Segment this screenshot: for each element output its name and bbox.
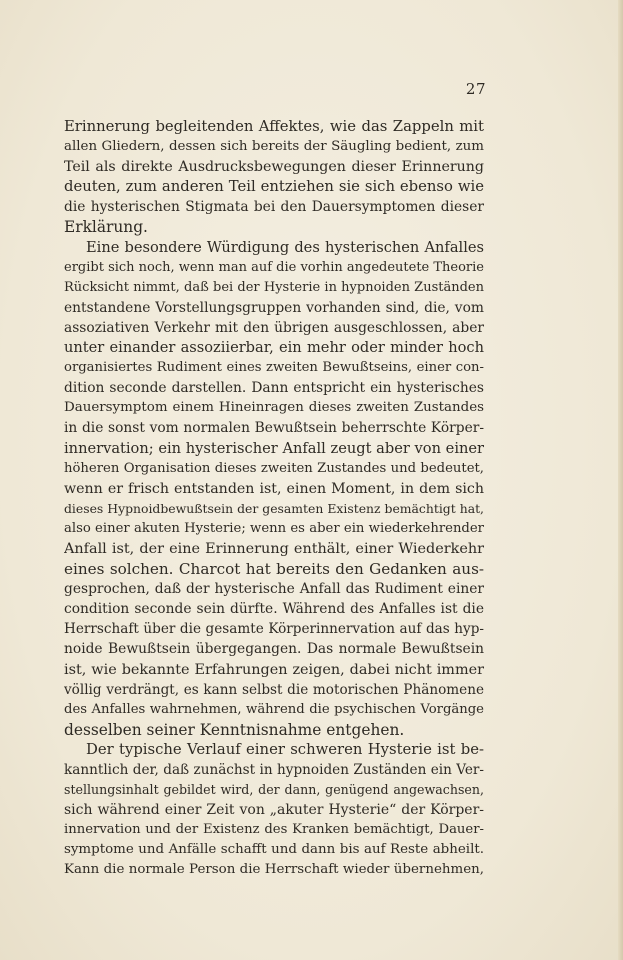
text-line: stellungsinhalt gebildet wird, der dann, genügend angewachsen,	[64, 782, 484, 798]
page-number: 27	[465, 80, 486, 98]
text-line: Erinnerung begleitenden Affektes, wie das Zappeln mit	[64, 118, 484, 135]
text-line: ergibt sich noch, wenn man auf die vorhin angedeutete Theorie	[64, 259, 484, 275]
text-line: Anfall ist, der eine Erinnerung enthält, einer Wiederkehr	[64, 540, 484, 557]
text-line: condition seconde sein dürfte. Während des Anfalles ist die	[64, 601, 484, 618]
text-line: also einer akuten Hysterie; wenn es aber ein wiederkehrender	[64, 520, 484, 536]
text-line: Erklärung.	[64, 218, 148, 237]
page-edge	[618, 0, 623, 960]
text-line: völlig verdrängt, es kann selbst die motorischen Phänomene	[64, 681, 484, 698]
text-line: eines solchen. Charcot hat bereits den Gedanken aus-	[64, 560, 484, 579]
text-line: Kann die normale Person die Herrschaft wieder übernehmen,	[64, 862, 484, 878]
text-line: die hysterischen Stigmata bei den Dauersymptomen dieser	[64, 199, 484, 216]
text-line: in die sonst vom normalen Bewußtsein beherrschte Körper-	[64, 420, 484, 437]
text-line: Rücksicht nimmt, daß bei der Hysterie in hypnoiden Zuständen	[64, 279, 484, 295]
text-line: sich während einer Zeit von „akuter Hysterie“ der Körper-	[64, 802, 484, 819]
text-line: des Anfalles wahrnehmen, während die psychischen Vorgänge	[64, 701, 484, 717]
text-line: ist, wie bekannte Erfahrungen zeigen, dabei nicht immer	[64, 661, 484, 678]
text-line: kanntlich der, daß zunächst in hypnoiden Zuständen ein Ver-	[64, 762, 484, 778]
text-line: höheren Organisation dieses zweiten Zustandes und bedeutet,	[64, 460, 484, 476]
text-line: entstandene Vorstellungsgruppen vorhanden sind, die, vom	[64, 299, 484, 316]
text-line: dition seconde darstellen. Dann entspricht ein hysterisches	[64, 380, 484, 397]
text-line: organisiertes Rudiment eines zweiten Bewußtseins, einer con-	[64, 360, 484, 376]
text-line: assoziativen Verkehr mit den übrigen ausgeschlossen, aber	[64, 319, 484, 336]
text-line: Dauersymptom einem Hineinragen dieses zweiten Zustandes	[64, 400, 484, 416]
text-line: desselben seiner Kenntnisnahme entgehen.	[64, 720, 405, 739]
text-line: symptome und Anfälle schafft und dann bis auf Reste abheilt.	[64, 842, 484, 858]
text-line: gesprochen, daß der hysterische Anfall das Rudiment einer	[64, 581, 484, 598]
body-text	[64, 117, 484, 881]
text-line: allen Gliedern, dessen sich bereits der Säugling bedient, zum	[64, 139, 484, 155]
text-line: innervation; ein hysterischer Anfall zeugt aber von einer	[64, 439, 484, 457]
text-line: Teil als direkte Ausdrucksbewegungen dieser Erinnerung	[64, 159, 484, 176]
text-line: noide Bewußtsein übergegangen. Das normale Bewußtsein	[64, 641, 484, 658]
text-line: Herrschaft über die gesamte Körperinnervation auf das hyp-	[64, 621, 484, 638]
text-line: wenn er frisch entstanden ist, einen Moment, in dem sich	[64, 480, 484, 497]
text-line: dieses Hypnoidbewußtsein der gesamten Existenz bemächtigt hat,	[64, 500, 484, 516]
text-line: deuten, zum anderen Teil entziehen sie sich ebenso wie	[64, 178, 484, 196]
text-line: Der typische Verlauf einer schweren Hysterie ist be-	[86, 740, 484, 758]
text-line: unter einander assoziierbar, ein mehr oder minder hoch	[64, 339, 484, 357]
text-line: innervation und der Existenz des Kranken bemächtigt, Dauer-	[64, 822, 484, 838]
text-line: Eine besondere Würdigung des hysterischen Anfalles	[86, 238, 484, 256]
